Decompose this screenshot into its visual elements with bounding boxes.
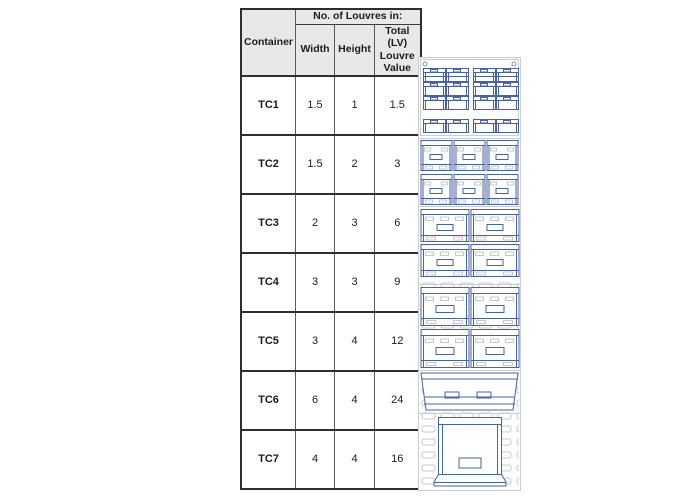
height-value: 4 (335, 371, 375, 430)
total-value: 6 (375, 194, 421, 253)
container-label: TC7 (241, 430, 296, 489)
table-row-tc3 (241, 194, 421, 253)
container-label: TC2 (241, 135, 296, 194)
total-value: 16 (375, 430, 421, 489)
width-value: 4 (296, 430, 335, 489)
width-value: 3 (296, 312, 335, 371)
container-label: TC5 (241, 312, 296, 371)
table-row-tc7 (241, 430, 421, 489)
louvre-panel-drawing (417, 56, 522, 492)
container-label: TC4 (241, 253, 296, 312)
width-value: 3 (296, 253, 335, 312)
height-value: 2 (335, 135, 375, 194)
total-value: 12 (375, 312, 421, 371)
height-value: 3 (335, 194, 375, 253)
width-value: 1.5 (296, 76, 335, 135)
total-value: 1.5 (375, 76, 421, 135)
total-lv-column-header: Total (LV) Louvre Value (375, 24, 421, 76)
table-row-tc2 (241, 135, 421, 194)
total-value: 9 (375, 253, 421, 312)
table-row-tc5 (241, 312, 421, 371)
container-label: TC1 (241, 76, 296, 135)
table-row-tc6 (241, 371, 421, 430)
width-column-header: Width (296, 24, 335, 76)
table-row-tc1 (241, 76, 421, 135)
container-diagram-strip (417, 56, 522, 492)
container-label: TC6 (241, 371, 296, 430)
louvre-value-table (240, 8, 422, 490)
total-value: 3 (375, 135, 421, 194)
container-label: TC3 (241, 194, 296, 253)
height-value: 4 (335, 312, 375, 371)
width-value: 2 (296, 194, 335, 253)
tc7-diagram (434, 418, 506, 487)
tc1-diagram (421, 60, 519, 136)
height-value: 1 (335, 76, 375, 135)
height-value: 4 (335, 430, 375, 489)
width-value: 6 (296, 371, 335, 430)
table-row-tc4 (241, 253, 421, 312)
total-value: 24 (375, 371, 421, 430)
container-column-header: Container (241, 9, 296, 76)
height-value: 3 (335, 253, 375, 312)
louvres-group-header: No. of Louvres in: (296, 9, 421, 24)
height-column-header: Height (335, 24, 375, 76)
width-value: 1.5 (296, 135, 335, 194)
tc6-diagram (421, 373, 518, 410)
